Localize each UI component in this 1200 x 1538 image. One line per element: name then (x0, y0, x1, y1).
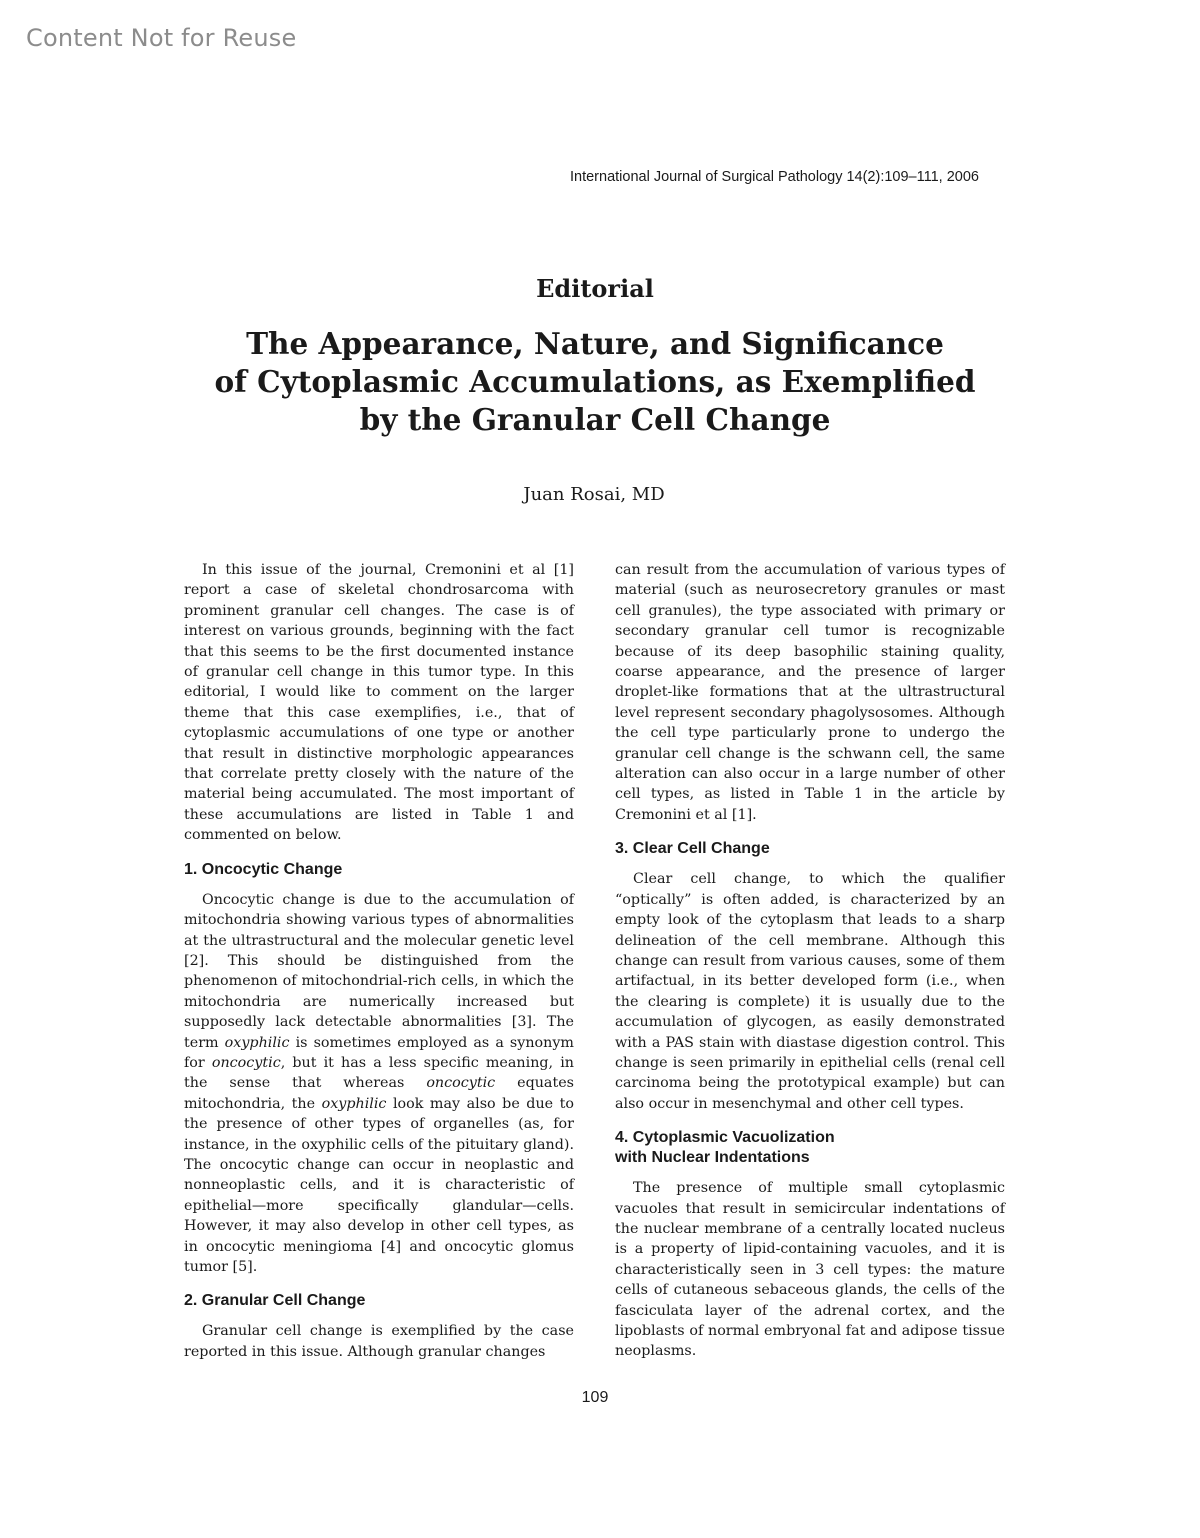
section-paragraph: Clear cell change, to which the qualifier “optically” is often added, is characterized by an empty look of the cytoplasm that leads to a sharp delineation of the cell membrane. Although this change can result from various causes, some of them artifactual, in its better developed form (i.e., when the clearing is complete) it is usually due to the accumulation of glycogen, as easily demonstrated with a PAS stain with diastase digestion control. This change is seen primarily in epithelial cells (renal cell carcinoma being the prototypical example) but can also occur in mesenchymal and other cell types. (615, 871, 1005, 1112)
section-paragraph (184, 890, 574, 1278)
section-label: Editorial (536, 274, 654, 303)
section-heading-line: 4. Cytoplasmic Vacuolization (615, 1129, 835, 1147)
body-text: , but it has a less specific meaning, in the sense that whereas (184, 1054, 575, 1092)
page-number: 109 (581, 1389, 609, 1406)
title-line: by the Granular Cell Change (359, 402, 831, 437)
section-heading (615, 1128, 1005, 1168)
body-text: is sometimes employed as a synonym for (184, 1034, 574, 1071)
intro-paragraph: In this issue of the journal, Cremonini et al [1] report a case of skeletal chondrosarcoma with prominent granular cell changes. The case is of interest on various grounds, beginning with the fact that this seems to be the first documented instance of granular cell change in this tumor type. In this editorial, I would like to comment on the larger theme that this case exemplifies, i.e., that of cytoplasmic accumulations of one type or another that result in distinctive morphologic appearances that correlate pretty closely with the nature of the material being accumulated. The most important of these accumulations are listed in Table 1 and commented on below. (184, 562, 574, 844)
italic-term: oncocytic (426, 1075, 496, 1092)
italic-term: oxyphilic (321, 1095, 387, 1112)
watermark: Content Not for Reuse (26, 24, 297, 52)
section-paragraph: Granular cell change is exemplified by the case reported in this issue. Although granular changes (184, 1323, 574, 1360)
section-paragraph-continued: can result from the accumulation of various types of material (such as neurosecretory granules or mast cell granules), the type associated with primary or secondary granular cell tumor is recognizable because of its deep basophilic staining quality, coarse appearance, and the presence of larger droplet-like formations that at the ultrastructural level represent secondary phagolysosomes. Although the cell type particularly prone to undergo the granular cell change is the schwann cell, the same alteration can also occur in a large number of other cell types, as listed in Table 1 in the article by Cremonini et al [1]. (615, 562, 1005, 823)
italic-term: oxyphilic (224, 1034, 290, 1051)
body-text: look may also be due to the presence of other types of organelles (as, for instance, in the oxyphilic cells of the pituitary gland). The oncocytic change can occur in neoplastic and nonneoplastic cells, and it is characteristic of epithelial—more specifically glandular—cells. However, it may also develop in other cell types, as in oncocytic meningioma [4] and oncocytic glomus tumor [5]. (184, 1095, 574, 1275)
journal-citation: International Journal of Surgical Pathology 14(2):109–111, 2006 (570, 169, 979, 185)
section-heading: 1. Oncocytic Change (184, 860, 343, 878)
title-line: of Cytoplasmic Accumulations, as Exemplified (214, 364, 976, 399)
article-title (0, 325, 1190, 439)
author-byline: Juan Rosai, MD (523, 484, 665, 505)
body-text: equates mitochondria, the (184, 1075, 574, 1112)
section-heading: 3. Clear Cell Change (615, 840, 770, 858)
section-heading-line: with Nuclear Indentations (615, 1149, 810, 1167)
right-column (615, 560, 1005, 1362)
section-paragraph: The presence of multiple small cytoplasmic vacuoles that result in semicircular indentations of the nuclear membrane of a centrally located nucleus is a property of lipid-containing vacuoles, and it is characteristically seen in 3 cell types: the mature cells of cutaneous sebaceous glands, the cells of the fasciculata layer of the adrenal cortex, and the lipoblasts of normal embryonal fat and adipose tissue neoplasms. (615, 1180, 1005, 1360)
section-heading: 2. Granular Cell Change (184, 1292, 366, 1310)
title-line: The Appearance, Nature, and Significance (246, 326, 944, 361)
italic-term: oncocytic (211, 1054, 281, 1071)
left-column (184, 560, 574, 1362)
body-text: Oncocytic change is due to the accumulation of mitochondria showing various types of abnormalities at the ultrastructural and the molecular genetic level [2]. This should be distinguished from the phenomenon of mitochondrial-rich cells, in which the mitochondria are numerically increased but supposedly lack detectable abnormalities [3]. The term (184, 891, 574, 1051)
